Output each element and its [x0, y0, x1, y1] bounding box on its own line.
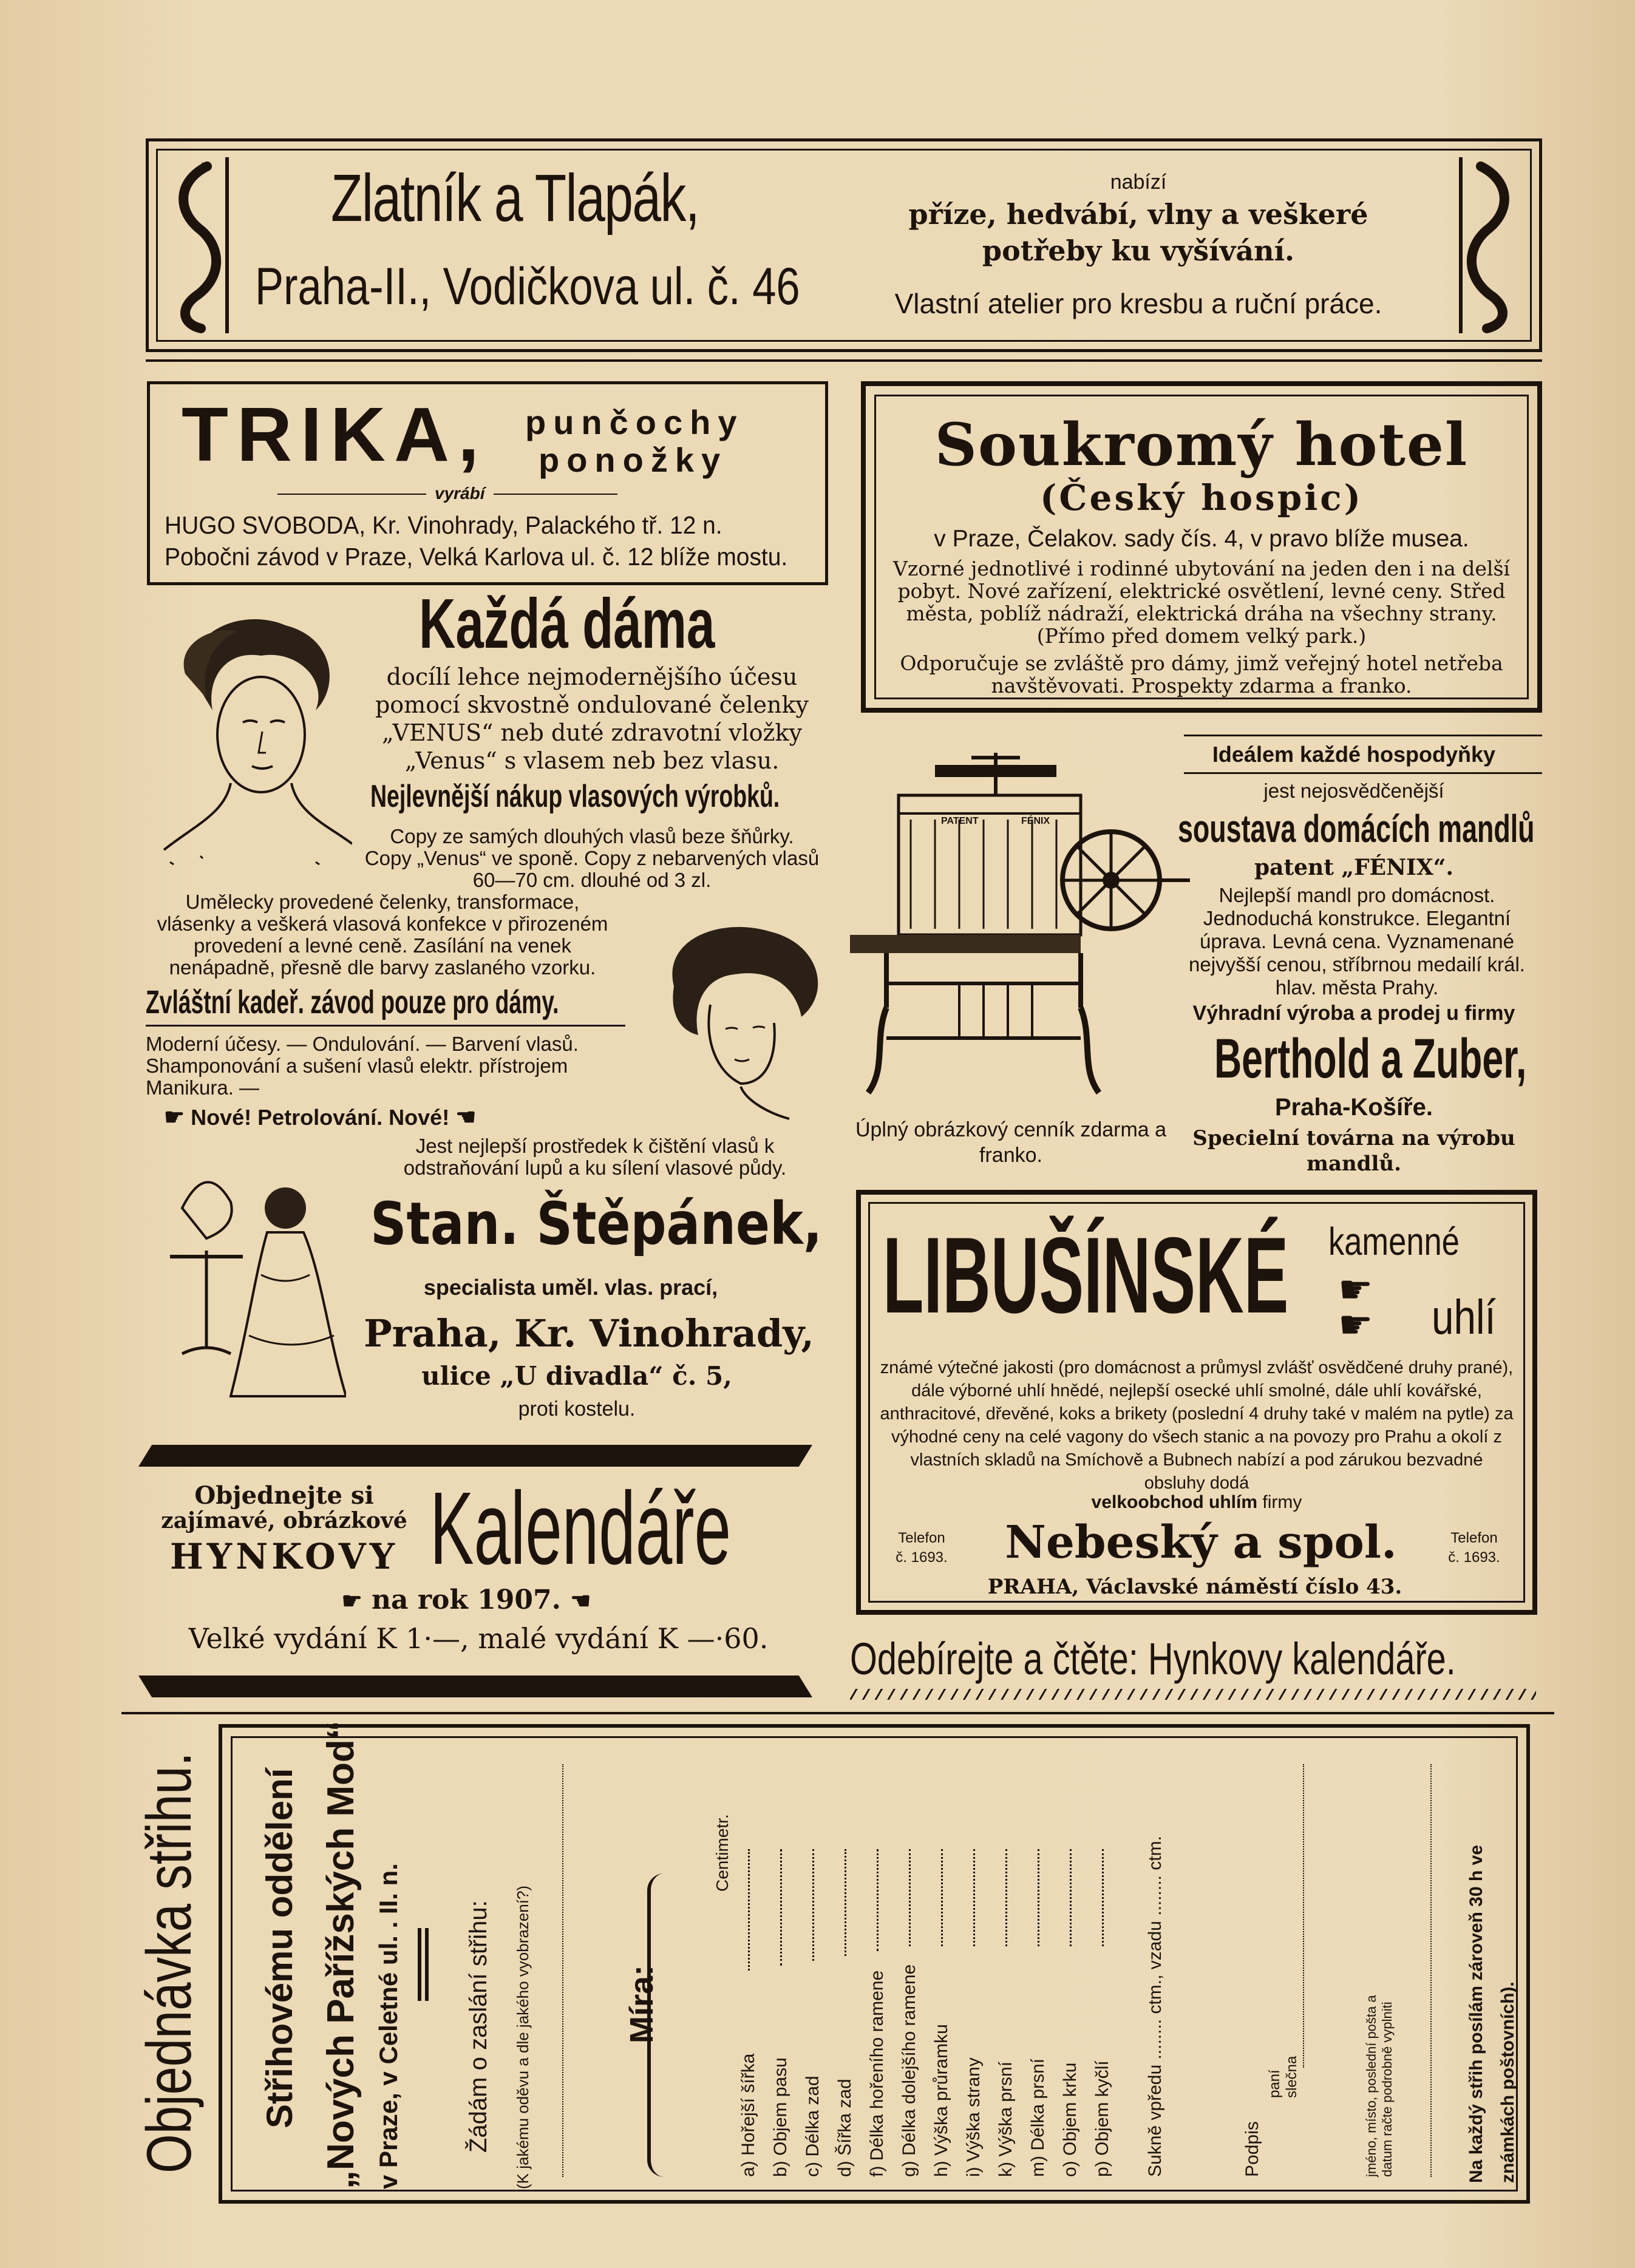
- mandl-ad: [850, 735, 1542, 1176]
- kalendar-prices: Velké vydání K 1·—, malé vydání K —·60.: [188, 1622, 769, 1655]
- stepanek-name: Stan. Štěpánek,: [370, 1190, 823, 1258]
- measure-row[interactable]: c) Délka zad: [803, 2076, 823, 2177]
- uhli-uhli: uhlí: [1432, 1290, 1496, 1344]
- zlatnik-offers-intro: nabízí: [1110, 171, 1167, 194]
- dama-p3: Umělecky provedené čelenky, transformace, vlásenky a veškerá vlasová konfekce v přirozeném provedení a levné ceně. Zasílání na venek nenápadně, přesně dle barvy zaslaného vzorku.: [157, 891, 608, 979]
- uhli-title: LIBUŠÍNSKÉ: [883, 1215, 1289, 1336]
- form-unit: Centimetr.: [713, 1814, 732, 1892]
- ornament-left-icon: [165, 157, 231, 333]
- trika-title: TRIKA,: [182, 392, 488, 477]
- form-sign-label: Podpis: [1242, 2121, 1262, 2177]
- uhli-wholesale-text: velkoobchod uhlím: [1091, 1492, 1258, 1512]
- measure-row[interactable]: p) Objem kyčlí: [1092, 2060, 1112, 2177]
- pointing-hand-left-icon: ☚: [455, 1105, 477, 1130]
- hynek-banner: Odebírejte a čtěte: Hynkovy kalendáře.: [850, 1634, 1456, 1684]
- measure-field-line[interactable]: [812, 1849, 814, 1961]
- dama-new-text: Nové! Petrolování. Nové!: [191, 1105, 450, 1130]
- measure-field-line[interactable]: [1070, 1849, 1072, 1946]
- measure-row[interactable]: o) Objem krku: [1060, 2062, 1080, 2177]
- measure-field-line[interactable]: [1005, 1849, 1007, 1946]
- form-skirt: Sukně vpředu ........ ctm., vzadu ........ ctm.: [1145, 1836, 1165, 2177]
- zlatnik-offers: příze, hedvábí, vlny a veškeré potřeby ku vyšívání.: [908, 198, 1368, 267]
- uhli-hands: [1338, 1268, 1373, 1348]
- dama-p2: Copy ze samých dlouhých vlasů beze šňůrky. Copy „Venus“ ve sponě. Copy z nebarvených vlasů 60—70 cm. dlouhé od 3 zl.: [364, 825, 820, 891]
- woman-profile-illustration: [650, 920, 832, 1120]
- measure-row[interactable]: f) Délka hořeního ramene: [867, 1970, 887, 2177]
- form-note: Na každý střih posílám zároveň 30 h ve známkách poštovních).: [1466, 1845, 1518, 2183]
- stepanek-street: ulice „U divadla“ č. 5,: [421, 1361, 732, 1391]
- zlatnik-ad: [146, 138, 1542, 352]
- uhli-firm-word: firmy: [1262, 1492, 1302, 1512]
- mandl-place: Praha-Košíře.: [1274, 1094, 1433, 1121]
- measure-row[interactable]: m) Délka prsní: [1028, 2058, 1048, 2177]
- mandl-ideal: Ideálem každé hospodyňky: [1212, 742, 1496, 767]
- hotel-ad: [861, 381, 1542, 713]
- form-to-2: „Nových Pařížských Mod“: [320, 1720, 362, 2189]
- measure-field-line[interactable]: [748, 1849, 750, 1971]
- form-sign-opts: paní slečna: [1266, 2056, 1300, 2098]
- dama-ad: [146, 583, 832, 1433]
- measure-field-line[interactable]: [941, 1849, 943, 1946]
- measure-row[interactable]: b) Objem pasu: [770, 2057, 790, 2177]
- uhli-phone-right-label: Telefon: [1450, 1530, 1498, 1546]
- woman-vanity-illustration: [146, 1153, 346, 1408]
- uhli-wholesale: [879, 1492, 1514, 1513]
- dama-title: Každá dáma: [419, 584, 715, 663]
- stepanek-city: Praha, Kr. Vinohrady,: [364, 1311, 814, 1356]
- uhli-phone-right-number: č. 1693.: [1448, 1549, 1500, 1566]
- kalendar-interesting: zajímavé, obrázkové: [161, 1508, 407, 1533]
- measure-row[interactable]: k) Výška prsní: [996, 2061, 1016, 2177]
- woman-portrait-illustration: [158, 607, 352, 868]
- mandl-patent: patent „FÉNIX“.: [1254, 855, 1453, 880]
- form-to-1: Střihovému oddělení: [259, 1768, 300, 2128]
- dama-cheap: Nejlevnější nákup vlasových výrobků.: [370, 779, 780, 814]
- zlatnik-name: Zlatník a Tlapák,: [331, 161, 699, 236]
- mangle-machine-illustration: [850, 753, 1202, 1099]
- uhli-body: známé výtečné jakosti (pro domácnost a průmysl zvlášť osvědčené druhy prané), dále výborné uhlí hnědé, nejlepší osecké uhlí smolné, dále uhlí kovářské, anthracitové, dřevěné, koks a brikety (poslední 4 druhy také v malém na pytle) za výhodné ceny na celé vagony do všech stanic a na povozy pro Prahu a okolí z vlastních skladů na Smíchově a Bubnech nabízí a pod zárukou bezvadné obsluhy dodá: [880, 1358, 1514, 1493]
- measure-row[interactable]: h) Výška průramku: [931, 2024, 951, 2177]
- measure-row[interactable]: i) Výška strany: [964, 2057, 984, 2177]
- dama-p5: Jest nejlepší prostředek k čištění vlasů k odstraňování lupů a ku sílení vlasové půdy.: [403, 1135, 787, 1179]
- mandl-system: soustava domácích mandlů: [1178, 807, 1535, 850]
- pointing-hand-icon: ☛: [1338, 1303, 1373, 1348]
- form-request: Žádám o zaslání střihu:: [465, 1900, 492, 2153]
- measure-field-line[interactable]: [973, 1849, 975, 1946]
- uhli-kamenne: kamenné: [1328, 1220, 1460, 1263]
- ornament-right-icon: [1457, 157, 1523, 333]
- measure-field-line[interactable]: [909, 1849, 911, 1946]
- uhli-ad: [856, 1190, 1537, 1615]
- measure-row[interactable]: a) Hořejší šířka: [738, 2053, 758, 2177]
- hotel-body: Vzorné jednotlivé i rodinné ubytování na jeden den i na delší pobyt. Nové zařízení, elektrické osvětlení, levné ceny. Střed města, poblíž nádraží, elektrická dráha na všechny strany. (Přímo před domem velký park.): [893, 557, 1510, 648]
- uhli-phone-left: [885, 1529, 958, 1567]
- trika-maker: HUGO SVOBODA, Kr. Vinohrady, Palackého tř. 12 n. Pobočni závod v Praze, Velká Karlova ul. č. 12 blíže mostu.: [165, 511, 788, 571]
- uhli-address: PRAHA, Václavské náměstí číslo 43.: [987, 1575, 1402, 1599]
- mangle-plate-right: FÉNIX: [1021, 816, 1050, 826]
- uhli-phone-left-number: č. 1693.: [896, 1549, 948, 1566]
- hotel-address: v Praze, Čelakov. sady čís. 4, v pravo blíže musea.: [934, 526, 1469, 552]
- measure-field-line[interactable]: [780, 1849, 782, 1966]
- hotel-subtitle: (Český hospic): [1039, 477, 1364, 518]
- dama-new: [164, 1104, 476, 1131]
- form-mira: Míra:: [624, 1964, 660, 2043]
- trika-line2: ponožky: [539, 441, 728, 479]
- dama-p4: Moderní účesy. — Ondulování. — Barvení vlasů. Shamponování a sušení vlasů elektr. přístrojem Manikura. —: [146, 1033, 579, 1099]
- kalendar-year: [175, 1584, 758, 1615]
- uhli-firm: Nebeský a spol.: [1005, 1516, 1397, 1569]
- pointing-hand-right-icon: ☛: [164, 1105, 185, 1130]
- form-to-3: v Praze, v Celetné ul. . II. n.: [374, 1863, 403, 2189]
- mangle-plate-left: PATENT: [941, 816, 979, 826]
- trika-line1: punčochy: [525, 403, 744, 441]
- kalendar-year-text: na rok 1907.: [372, 1584, 561, 1615]
- measure-field-line[interactable]: [1038, 1849, 1039, 1946]
- form-request-note: (K jakému oděvu a dle jakého vyobrazení?): [514, 1885, 532, 2189]
- kalendar-brand: HYNKOVY: [170, 1536, 398, 1577]
- mandl-body: Nejlepší mandl pro domácnost. Jednoduchá konstrukce. Elegantní úprava. Levná cena. Vyznamenané nejvyšší cenou, stříbrnou medailí král. hlav. města Prahy.: [1189, 884, 1525, 999]
- kalendar-title: Kalendáře: [430, 1471, 732, 1586]
- address-field-line[interactable]: [1430, 1764, 1433, 2177]
- signature-field-line[interactable]: [1303, 1764, 1305, 2068]
- kalendar-ad: [138, 1445, 812, 1700]
- trika-maker-label: vyrábí: [426, 484, 494, 503]
- order-form: [219, 1720, 1530, 2204]
- mandl-proven: jest nejosvědčenější: [1263, 779, 1444, 802]
- hotel-recommend: Odporučuje se zvláště pro dámy, jimž veřejný hotel netřeba navštěvovati. Prospekty zdarma a franko.: [900, 651, 1503, 698]
- uhli-phone-left-label: Telefon: [898, 1530, 945, 1546]
- stepanek-opp: proti kostelu.: [518, 1397, 636, 1421]
- form-address-label: jméno, místo, poslední pošta a datum račte podrobně vyplniti: [1364, 1995, 1395, 2177]
- banner-wave-divider: [850, 1689, 1536, 1700]
- form-side-title: Objednávka střihu.: [134, 1752, 205, 2173]
- measure-field-line[interactable]: [1102, 1849, 1104, 1946]
- measures-bracket: [647, 1873, 664, 2177]
- measure-field-line[interactable]: [845, 1849, 846, 1956]
- mandl-factory: Specielní továrna na výrobu mandlů.: [1192, 1126, 1515, 1176]
- kalendar-order: Objednejte si: [194, 1481, 374, 1510]
- request-field-line[interactable]: [562, 1764, 565, 2177]
- measure-field-line[interactable]: [877, 1849, 879, 1951]
- measure-row[interactable]: g) Délka dolejšího ramene: [899, 1964, 919, 2177]
- mandl-firm: Berthold a Zuber,: [1214, 1028, 1527, 1090]
- hotel-title: Soukromý hotel: [934, 410, 1469, 479]
- uhli-phone-right: [1432, 1529, 1517, 1567]
- mandl-exclusive: Výhradní výroba a prodej u firmy: [1192, 1002, 1515, 1025]
- stepanek-spec: specialista uměl. vlas. prací,: [423, 1275, 718, 1300]
- pointing-hand-right-icon: ☛: [341, 1587, 362, 1614]
- zlatnik-address: Praha-II., Vodičkova ul. č. 46: [255, 257, 800, 316]
- dama-p1: docílí lehce nejmodernějšího účesu pomocí skvostně ondulované čelenky „VENUS“ neb duté zdravotní vložky „Venus“ s vlasem neb bez vlasu.: [375, 664, 809, 774]
- trika-ad: [147, 381, 828, 585]
- dama-salon: Zvláštní kadeř. závod pouze pro dámy.: [146, 984, 559, 1020]
- zlatnik-atelier: Vlastní atelier pro kresbu a ruční práce.: [894, 288, 1382, 319]
- pointing-hand-left-icon: ☚: [570, 1587, 591, 1614]
- pointing-hand-icon: ☛: [1338, 1268, 1373, 1312]
- mandl-catalog: Úplný obrázkový cenník zdarma a franko.: [855, 1118, 1167, 1167]
- measure-row[interactable]: d) Šířka zad: [835, 2079, 855, 2177]
